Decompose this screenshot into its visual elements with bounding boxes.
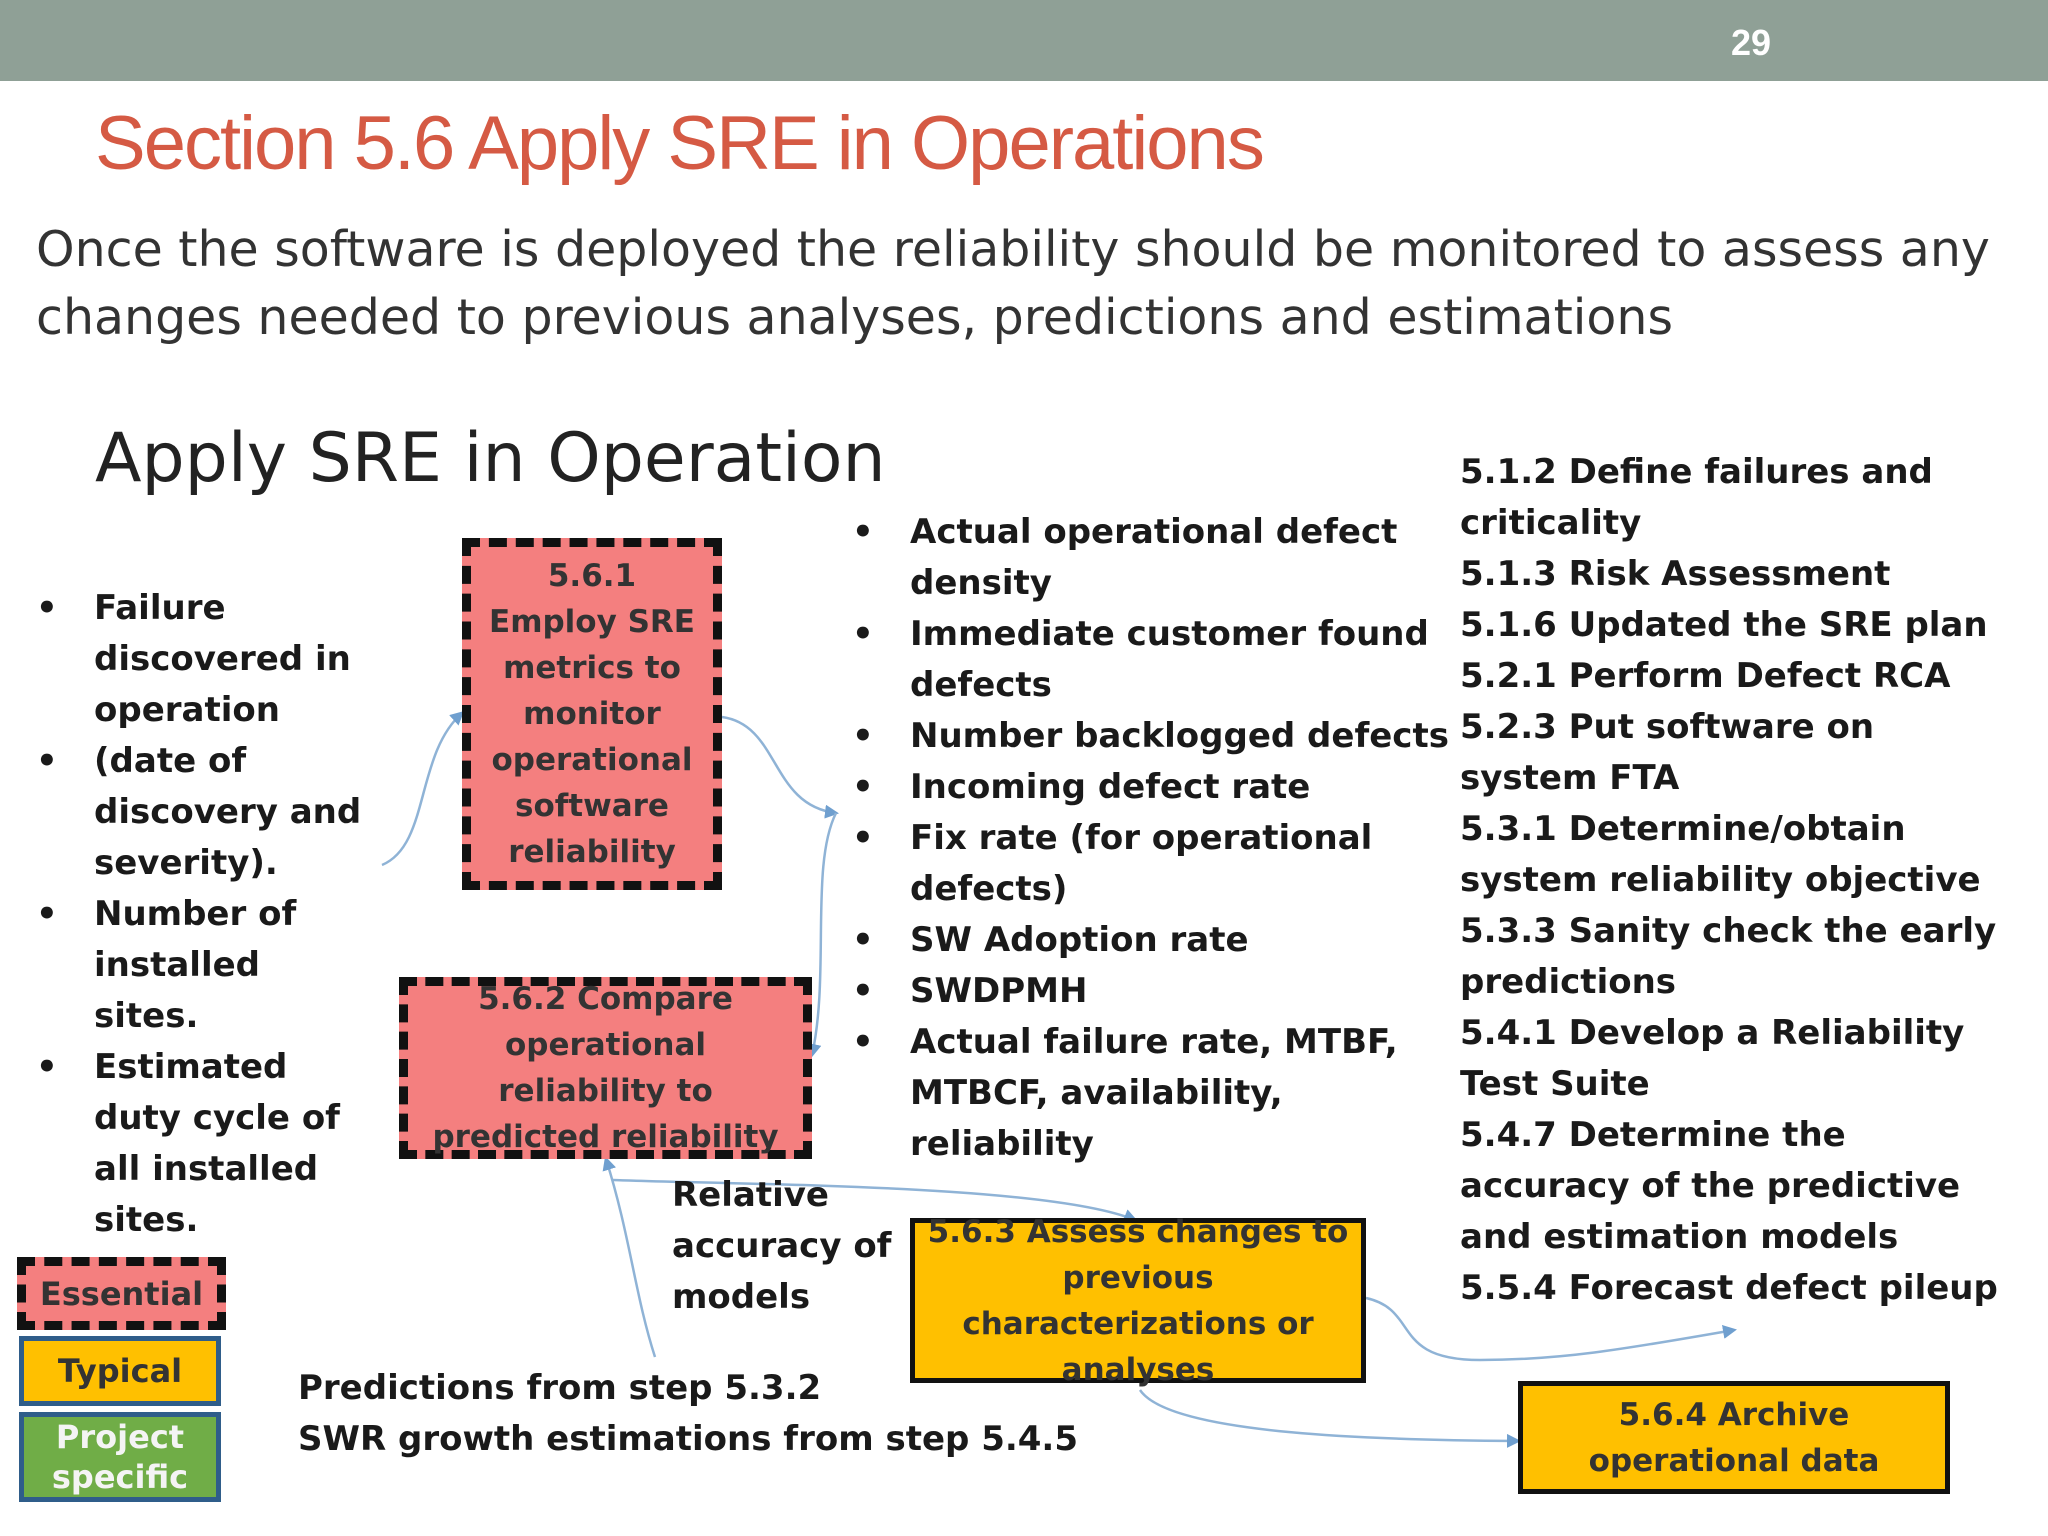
page-number: 29 (1730, 22, 1771, 63)
legend-project-specific: Project specific (19, 1412, 221, 1502)
list-item: • Fix rate (for operational defects) (852, 813, 1452, 915)
list-item: • Failure discovered in operation (36, 583, 376, 736)
predictions-line: Predictions from step 5.3.2 (298, 1368, 822, 1408)
legend-essential: Essential (17, 1257, 226, 1330)
legend-typical: Typical (19, 1336, 221, 1406)
arrow-561-to-metrics (722, 717, 836, 813)
list-item: 5.2.3 Put software on system FTA (1460, 707, 1875, 798)
list-item: 5.4.1 Develop a Reliability Test Suite (1460, 1013, 1965, 1104)
list-item: • Actual failure rate, MTBF, MTBCF, availability, reliability (852, 1017, 1452, 1170)
diagram (0, 395, 2048, 1536)
list-item: 5.1.2 Define failures and criticality (1460, 452, 1933, 543)
list-item: • Number backlogged defects (852, 711, 1452, 762)
list-item: • SWDPMH (852, 966, 1452, 1017)
list-item: 5.2.1 Perform Defect RCA (1460, 656, 1951, 696)
box-563-assess-changes: 5.6.3 Assess changes to previous characterizations or analyses (910, 1218, 1366, 1383)
box-564-archive-data: 5.6.4 Archive operational data (1518, 1381, 1950, 1494)
relative-accuracy-label: Relative accuracy of models (672, 1175, 892, 1317)
intro-text: Once the software is deployed the reliability should be monitored to assess any changes needed to previous analyses, predictions and estimations (36, 221, 1990, 346)
list-item: • SW Adoption rate (852, 915, 1452, 966)
list-item: • Immediate customer found defects (852, 609, 1452, 711)
box-561-employ-metrics: 5.6.1 Employ SRE metrics to monitor operational software reliability (462, 538, 722, 890)
arrow-predictions-to-562 (606, 1159, 655, 1357)
list-item: • Number of installed sites. (36, 889, 376, 1042)
related-steps-list (1460, 447, 2020, 1314)
list-item: • (date of discovery and severity). (36, 736, 376, 889)
slide-title: Section 5.6 Apply SRE in Operations (95, 101, 1263, 186)
predictions-text (298, 1363, 1198, 1465)
arrow-inputs-to-561 (382, 713, 462, 865)
list-item: 5.3.3 Sanity check the early predictions (1460, 911, 1997, 1002)
box-562-compare-reliability: 5.6.2 Compare operational reliability to predicted reliability (399, 977, 812, 1159)
list-item: • Actual operational defect density (852, 507, 1452, 609)
inputs-list (36, 583, 376, 1246)
diagram-title: Apply SRE in Operation (95, 419, 886, 498)
metrics-list (852, 507, 1452, 1170)
list-item: 5.5.4 Forecast defect pileup (1460, 1268, 1998, 1308)
list-item: • Incoming defect rate (852, 762, 1452, 813)
list-item: 5.1.6 Updated the SRE plan (1460, 605, 1988, 645)
list-item: • Estimated duty cycle of all installed sites. (36, 1042, 376, 1246)
list-item: 5.1.3 Risk Assessment (1460, 554, 1891, 594)
predictions-line: SWR growth estimations from step 5.4.5 (298, 1419, 1079, 1459)
list-item: 5.4.7 Determine the accuracy of the predictive and estimation models (1460, 1115, 1961, 1257)
header-bar (0, 0, 2048, 81)
arrow-metrics-to-562 (812, 813, 836, 1055)
list-item: 5.3.1 Determine/obtain system reliability objective (1460, 809, 1981, 900)
